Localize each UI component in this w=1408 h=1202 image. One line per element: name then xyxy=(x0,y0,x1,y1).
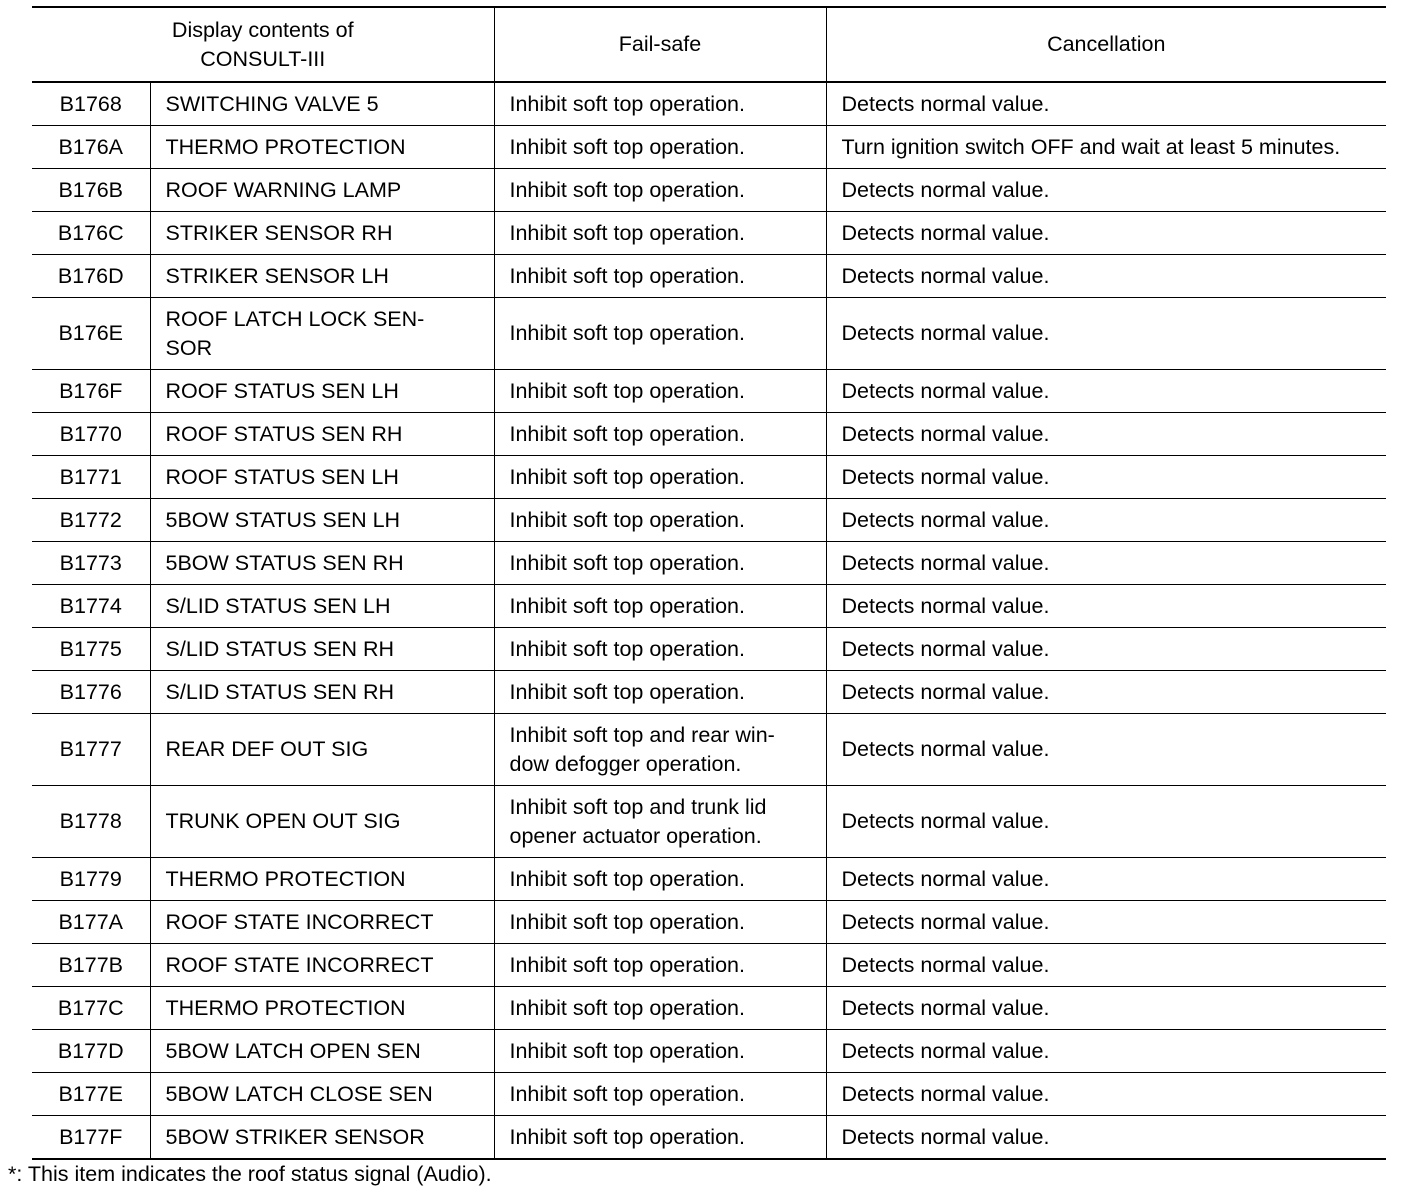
dtc-code-cell: B176B xyxy=(32,169,150,212)
display-name-cell: TRUNK OPEN OUT SIG xyxy=(150,786,494,858)
dtc-code-cell: B176F xyxy=(32,370,150,413)
cancellation-cell: Turn ignition switch OFF and wait at least 5 minutes. xyxy=(826,126,1386,169)
display-name-cell: STRIKER SENSOR RH xyxy=(150,212,494,255)
table-row xyxy=(32,298,1386,370)
table-body xyxy=(32,82,1386,1159)
failsafe-cell: Inhibit soft top operation. xyxy=(494,628,826,671)
table-row xyxy=(32,786,1386,858)
table-row xyxy=(32,169,1386,212)
dtc-code-cell: B1779 xyxy=(32,858,150,901)
header-cancellation: Cancellation xyxy=(826,7,1386,82)
cancellation-cell: Detects normal value. xyxy=(826,858,1386,901)
display-name-cell: S/LID STATUS SEN RH xyxy=(150,671,494,714)
failsafe-cell: Inhibit soft top operation. xyxy=(494,499,826,542)
failsafe-cell: Inhibit soft top operation. xyxy=(494,585,826,628)
failsafe-cell: Inhibit soft top and trunk lid opener actuator operation. xyxy=(494,786,826,858)
failsafe-cell: Inhibit soft top operation. xyxy=(494,255,826,298)
display-name-cell: ROOF STATUS SEN RH xyxy=(150,413,494,456)
table-row xyxy=(32,585,1386,628)
cancellation-cell: Detects normal value. xyxy=(826,901,1386,944)
dtc-code-cell: B1773 xyxy=(32,542,150,585)
table-header-row xyxy=(32,7,1386,82)
table-row xyxy=(32,542,1386,585)
failsafe-cell: Inhibit soft top operation. xyxy=(494,298,826,370)
display-name-cell: THERMO PROTECTION xyxy=(150,126,494,169)
display-name-cell: S/LID STATUS SEN RH xyxy=(150,628,494,671)
dtc-code-cell: B1778 xyxy=(32,786,150,858)
failsafe-cell: Inhibit soft top operation. xyxy=(494,1116,826,1160)
cancellation-cell: Detects normal value. xyxy=(826,82,1386,126)
cancellation-cell: Detects normal value. xyxy=(826,1116,1386,1160)
table-row xyxy=(32,126,1386,169)
dtc-code-cell: B1772 xyxy=(32,499,150,542)
display-name-cell: ROOF STATE INCORRECT xyxy=(150,944,494,987)
display-name-cell: ROOF STATUS SEN LH xyxy=(150,370,494,413)
failsafe-cell: Inhibit soft top operation. xyxy=(494,1073,826,1116)
table-row xyxy=(32,212,1386,255)
display-name-cell: ROOF STATUS SEN LH xyxy=(150,456,494,499)
cancellation-cell: Detects normal value. xyxy=(826,298,1386,370)
dtc-code-cell: B176D xyxy=(32,255,150,298)
failsafe-cell: Inhibit soft top operation. xyxy=(494,944,826,987)
dtc-code-cell: B177E xyxy=(32,1073,150,1116)
dtc-code-cell: B1776 xyxy=(32,671,150,714)
cancellation-cell: Detects normal value. xyxy=(826,169,1386,212)
cancellation-cell: Detects normal value. xyxy=(826,714,1386,786)
table-row xyxy=(32,1030,1386,1073)
dtc-code-cell: B1771 xyxy=(32,456,150,499)
cancellation-cell: Detects normal value. xyxy=(826,987,1386,1030)
dtc-code-cell: B177C xyxy=(32,987,150,1030)
table-row xyxy=(32,1073,1386,1116)
table-row xyxy=(32,901,1386,944)
header-failsafe: Fail-safe xyxy=(494,7,826,82)
dtc-code-cell: B177D xyxy=(32,1030,150,1073)
header-display-contents xyxy=(32,7,494,82)
cancellation-cell: Detects normal value. xyxy=(826,628,1386,671)
table-row xyxy=(32,82,1386,126)
failsafe-cell: Inhibit soft top operation. xyxy=(494,82,826,126)
footnote: *: This item indicates the roof status signal (Audio). xyxy=(8,1162,492,1186)
display-name-cell: 5BOW STATUS SEN LH xyxy=(150,499,494,542)
failsafe-cell: Inhibit soft top and rear win- dow defogger operation. xyxy=(494,714,826,786)
cancellation-cell: Detects normal value. xyxy=(826,542,1386,585)
display-name-cell: REAR DEF OUT SIG xyxy=(150,714,494,786)
cancellation-cell: Detects normal value. xyxy=(826,671,1386,714)
dtc-code-cell: B176E xyxy=(32,298,150,370)
dtc-code-cell: B1770 xyxy=(32,413,150,456)
failsafe-cell: Inhibit soft top operation. xyxy=(494,858,826,901)
table-row xyxy=(32,987,1386,1030)
table-row xyxy=(32,370,1386,413)
failsafe-cell: Inhibit soft top operation. xyxy=(494,413,826,456)
table-row xyxy=(32,499,1386,542)
table-row xyxy=(32,714,1386,786)
dtc-code-cell: B177A xyxy=(32,901,150,944)
table-row xyxy=(32,671,1386,714)
display-name-cell: 5BOW LATCH OPEN SEN xyxy=(150,1030,494,1073)
cancellation-cell: Detects normal value. xyxy=(826,1030,1386,1073)
failsafe-cell: Inhibit soft top operation. xyxy=(494,212,826,255)
display-name-cell: SWITCHING VALVE 5 xyxy=(150,82,494,126)
cancellation-cell: Detects normal value. xyxy=(826,944,1386,987)
display-name-cell: ROOF WARNING LAMP xyxy=(150,169,494,212)
dtc-code-cell: B1768 xyxy=(32,82,150,126)
failsafe-cell: Inhibit soft top operation. xyxy=(494,542,826,585)
cancellation-cell: Detects normal value. xyxy=(826,370,1386,413)
display-name-cell: STRIKER SENSOR LH xyxy=(150,255,494,298)
table-row xyxy=(32,456,1386,499)
display-name-cell: ROOF LATCH LOCK SEN- SOR xyxy=(150,298,494,370)
cancellation-cell: Detects normal value. xyxy=(826,499,1386,542)
dtc-code-cell: B177B xyxy=(32,944,150,987)
display-name-cell: ROOF STATE INCORRECT xyxy=(150,901,494,944)
failsafe-cell: Inhibit soft top operation. xyxy=(494,1030,826,1073)
table-row xyxy=(32,858,1386,901)
dtc-code-cell: B176C xyxy=(32,212,150,255)
cancellation-cell: Detects normal value. xyxy=(826,1073,1386,1116)
table-row xyxy=(32,944,1386,987)
table-row xyxy=(32,255,1386,298)
table-row xyxy=(32,413,1386,456)
display-name-cell: 5BOW LATCH CLOSE SEN xyxy=(150,1073,494,1116)
dtc-code-cell: B177F xyxy=(32,1116,150,1160)
failsafe-cell: Inhibit soft top operation. xyxy=(494,370,826,413)
cancellation-cell: Detects normal value. xyxy=(826,255,1386,298)
fail-safe-table xyxy=(32,6,1386,1160)
dtc-code-cell: B1777 xyxy=(32,714,150,786)
dtc-code-cell: B176A xyxy=(32,126,150,169)
display-name-cell: THERMO PROTECTION xyxy=(150,858,494,901)
cancellation-cell: Detects normal value. xyxy=(826,413,1386,456)
failsafe-cell: Inhibit soft top operation. xyxy=(494,901,826,944)
cancellation-cell: Detects normal value. xyxy=(826,212,1386,255)
failsafe-cell: Inhibit soft top operation. xyxy=(494,456,826,499)
table-row xyxy=(32,1116,1386,1160)
failsafe-cell: Inhibit soft top operation. xyxy=(494,987,826,1030)
cancellation-cell: Detects normal value. xyxy=(826,585,1386,628)
display-name-cell: S/LID STATUS SEN LH xyxy=(150,585,494,628)
display-name-cell: 5BOW STRIKER SENSOR xyxy=(150,1116,494,1160)
dtc-code-cell: B1775 xyxy=(32,628,150,671)
failsafe-cell: Inhibit soft top operation. xyxy=(494,671,826,714)
failsafe-cell: Inhibit soft top operation. xyxy=(494,126,826,169)
display-name-cell: THERMO PROTECTION xyxy=(150,987,494,1030)
cancellation-cell: Detects normal value. xyxy=(826,786,1386,858)
table-row xyxy=(32,628,1386,671)
cancellation-cell: Detects normal value. xyxy=(826,456,1386,499)
header-display-label: Display contents of CONSULT-III xyxy=(171,17,354,71)
failsafe-cell: Inhibit soft top operation. xyxy=(494,169,826,212)
dtc-code-cell: B1774 xyxy=(32,585,150,628)
display-name-cell: 5BOW STATUS SEN RH xyxy=(150,542,494,585)
